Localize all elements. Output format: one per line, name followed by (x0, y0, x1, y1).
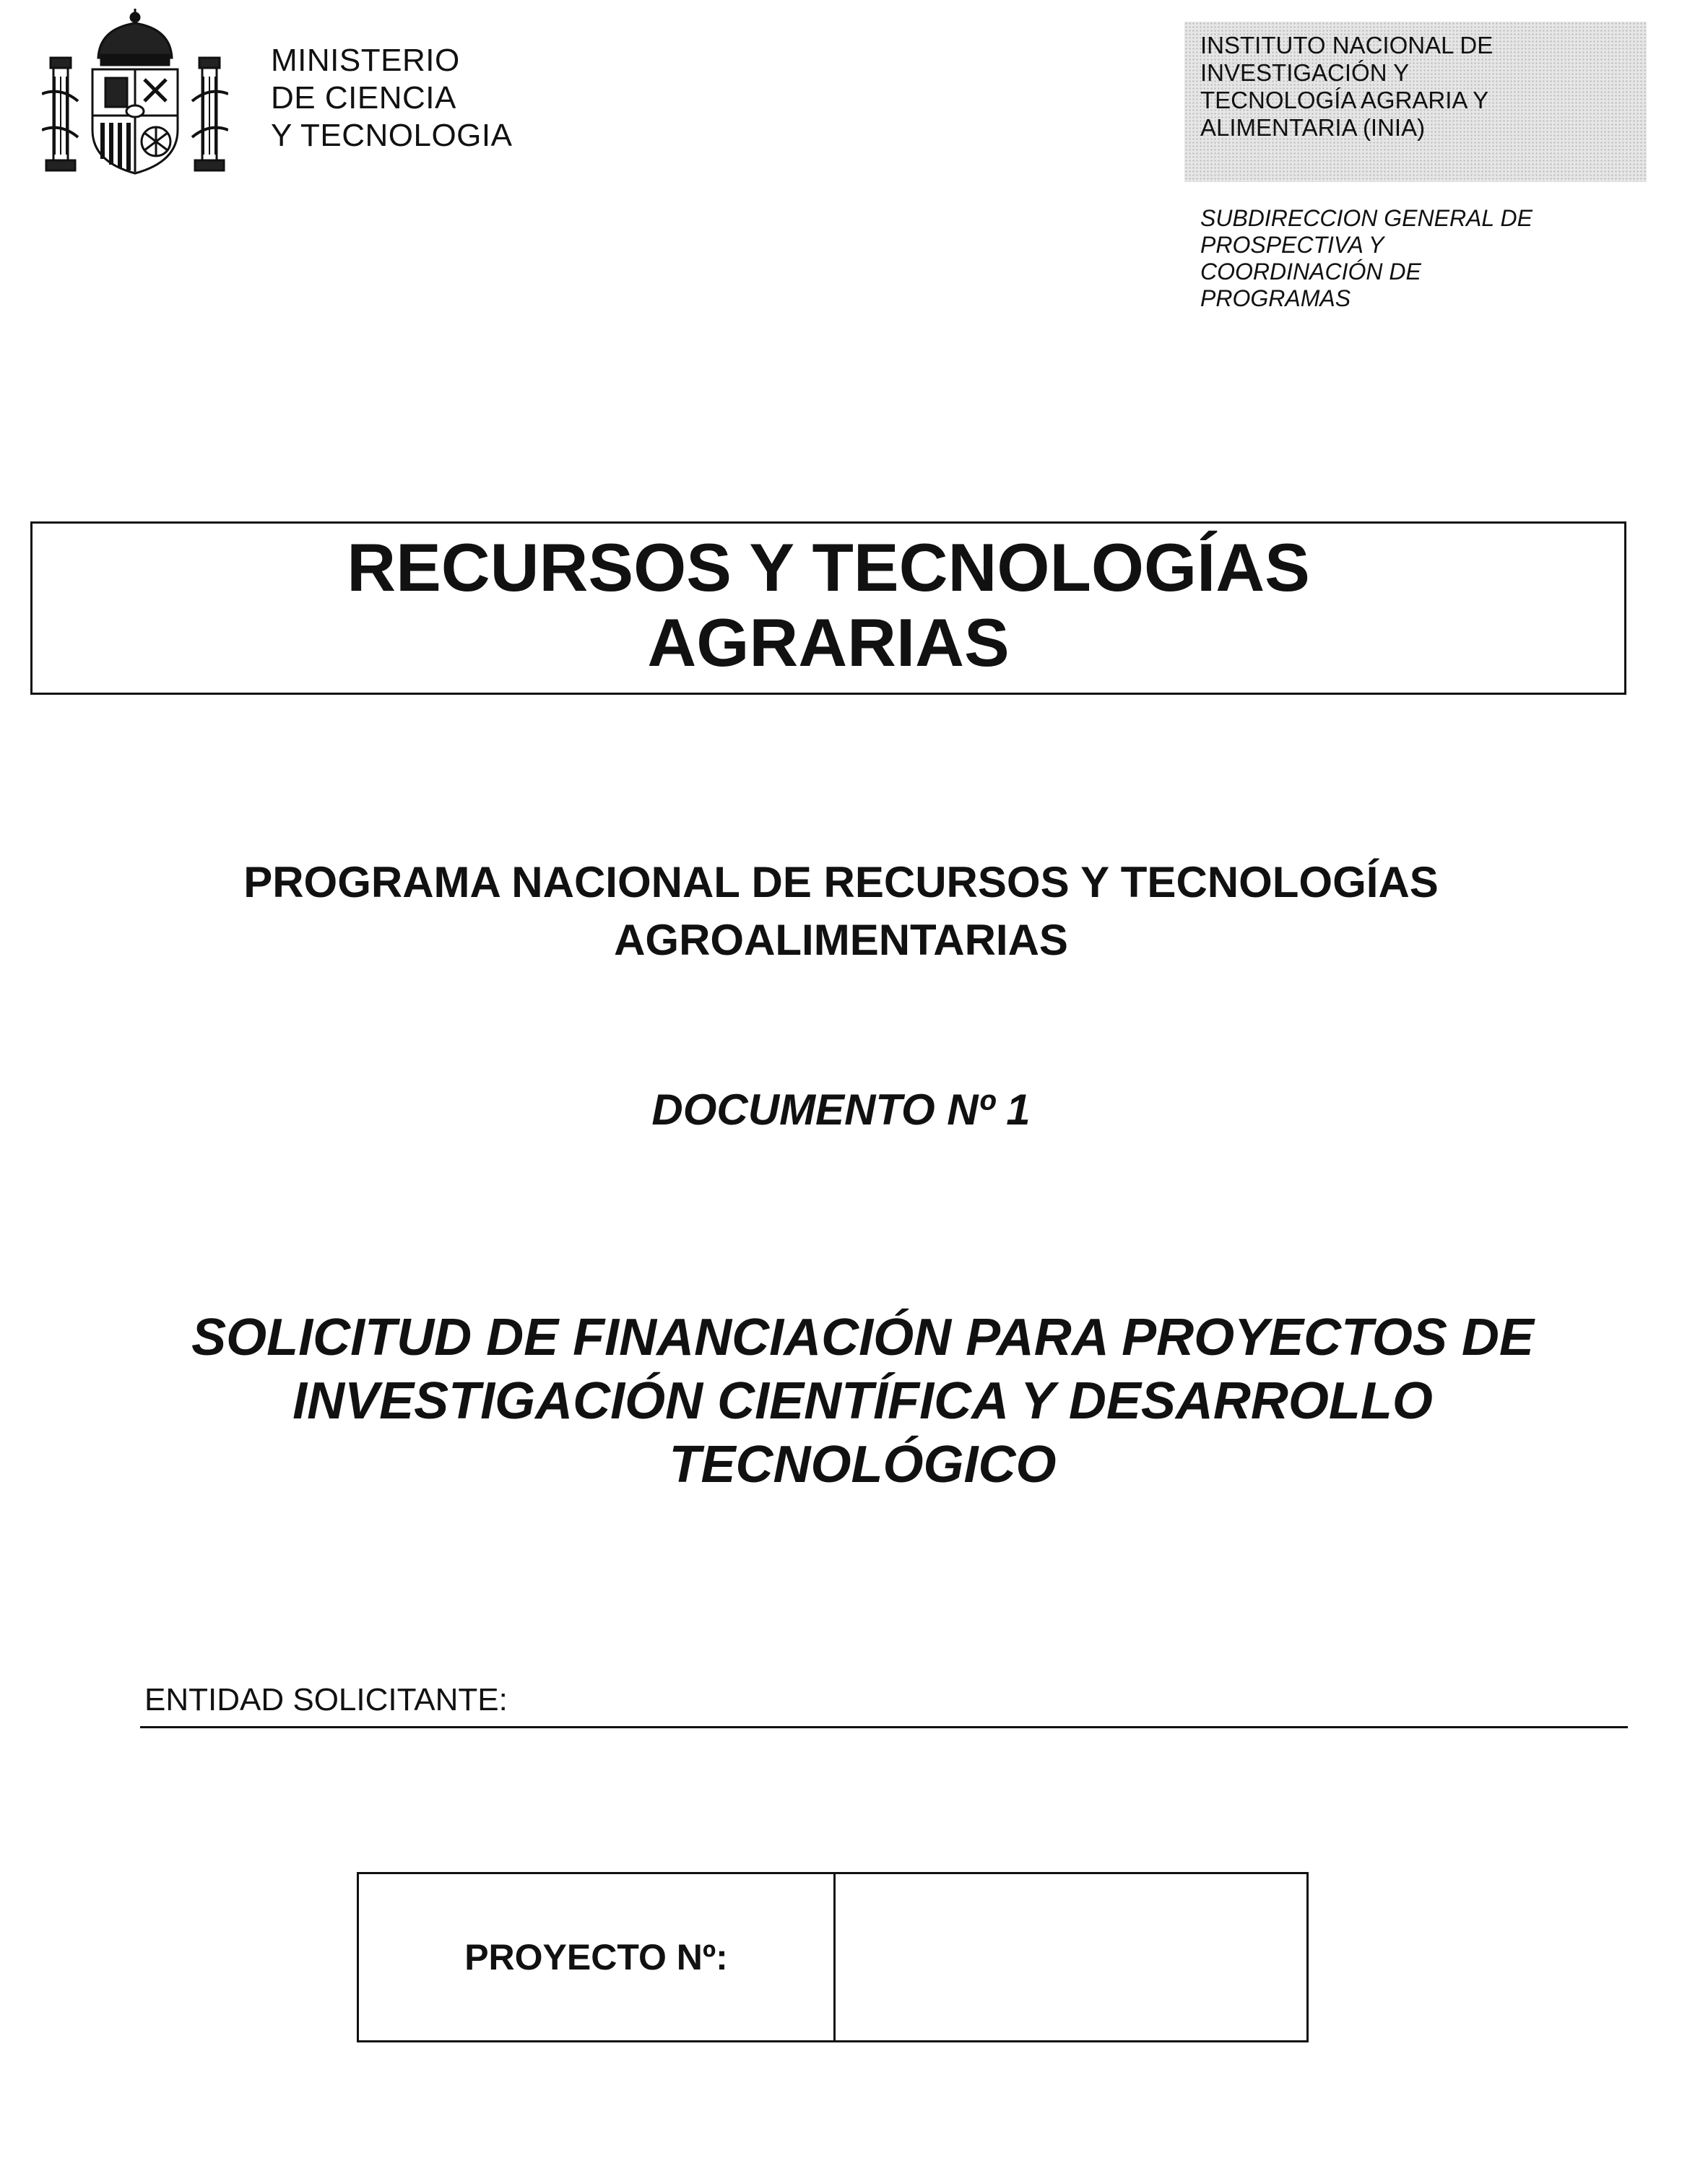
title-line-1: RECURSOS Y TECNOLOGÍAS (347, 529, 1310, 605)
institute-line-1: INSTITUTO NACIONAL DE (1200, 32, 1494, 58)
proyecto-number-field[interactable] (836, 1874, 1306, 2040)
subdirection-line-1: SUBDIRECCION GENERAL DE (1200, 205, 1533, 231)
programa-heading (0, 854, 1682, 969)
ministry-name (271, 42, 512, 155)
solicitud-heading (22, 1306, 1682, 1496)
programa-line-2: AGROALIMENTARIAS (614, 916, 1068, 964)
ministry-line-1: MINISTERIO (271, 43, 460, 78)
solicitud-line-2: INVESTIGACIÓN CIENTÍFICA Y DESARROLLO (292, 1372, 1433, 1430)
title-line-2: AGRARIAS (647, 604, 1010, 680)
entidad-solicitante-label (144, 1681, 508, 1719)
solicitud-line-1: SOLICITUD DE FINANCIACIÓN PARA PROYECTOS DE (191, 1309, 1534, 1366)
proyecto-table (357, 1872, 1309, 2042)
institute-name (1200, 32, 1493, 142)
ministry-line-3: Y TECNOLOGIA (271, 118, 513, 153)
institute-line-4: ALIMENTARIA (INIA) (1200, 114, 1426, 141)
subdirection-line-2: PROSPECTIVA Y (1200, 232, 1384, 258)
ministry-line-2: DE CIENCIA (271, 80, 456, 116)
spanish-coat-of-arms-icon (42, 7, 228, 181)
programa-line-1: PROGRAMA NACIONAL DE RECURSOS Y TECNOLOGÍAS (243, 858, 1439, 906)
subdirection-line-3: COORDINACIÓN DE (1200, 259, 1421, 285)
institute-line-2: INVESTIGACIÓN Y (1200, 59, 1410, 86)
institute-line-3: TECNOLOGÍA AGRARIA Y (1200, 87, 1489, 113)
document-number: DOCUMENTO Nº 1 (651, 1086, 1031, 1134)
proyecto-label: PROYECTO Nº: (359, 1874, 836, 2040)
entidad-underline (140, 1726, 1628, 1728)
entidad-label-text: ENTIDAD SOLICITANTE: (144, 1682, 508, 1717)
subdirection-name (1200, 205, 1533, 312)
solicitud-line-3: TECNOLÓGICO (669, 1436, 1057, 1494)
subdirection-line-4: PROGRAMAS (1200, 285, 1351, 311)
document-title (30, 530, 1626, 680)
